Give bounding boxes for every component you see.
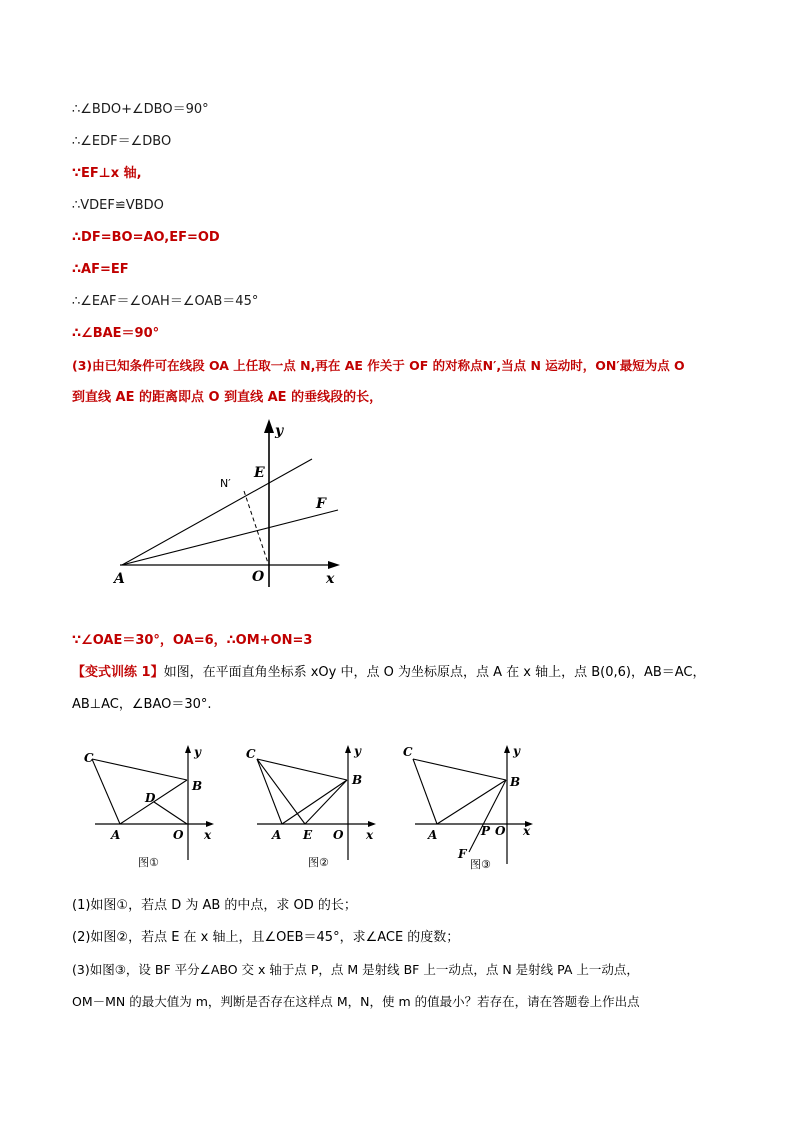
figure-1 — [80, 742, 230, 867]
fig3-label-A: A — [428, 828, 438, 842]
solution-line-11: ∵∠OAE＝30°，OA=6，∴OM+ON=3 — [72, 633, 313, 648]
fig3-label-x: x — [523, 824, 531, 838]
label-y: y — [275, 423, 284, 439]
question-3-continued: OM－MN 的最大值为 m，判断是否存在这样点 M，N，使 m 的值最小？若存在，请在答题卷上作出点 — [72, 994, 640, 1009]
fig2-label-B: B — [352, 773, 363, 787]
question-1: (1)如图①，若点 D 为 AB 的中点，求 OD 的长； — [72, 898, 357, 913]
problem-line-1 — [72, 664, 706, 682]
solution-line-2: ∴∠EDF＝∠DBO — [72, 134, 172, 149]
solution-line-4: ∴VDEF≌VBDO — [72, 198, 164, 213]
fig1-label-y: y — [194, 745, 201, 759]
question-3: (3)如图③，设 BF 平分∠ABO 交 x 轴于点 P，点 M 是射线 BF 上一动点，点 N 是射线 PA 上一动点， — [72, 962, 639, 977]
perpendicular-dashed — [244, 491, 268, 563]
question-2: (2)如图②，若点 E 在 x 轴上，且∠OEB＝45°，求∠ACE 的度数； — [72, 930, 460, 945]
fig2-label-y: y — [354, 744, 361, 758]
fig3-label-O: O — [495, 824, 506, 838]
fig2-label-C: C — [246, 747, 256, 761]
main-figure — [100, 415, 360, 590]
label-A: A — [114, 571, 125, 587]
solution-line-6: ∴AF=EF — [72, 262, 129, 277]
problem-text-1: 如图，在平面直角坐标系 xOy 中，点 O 为坐标原点，点 A 在 x 轴上，点 B(0,6)，AB＝AC， — [163, 665, 706, 680]
fig1-label-D: D — [145, 791, 156, 805]
fig1-label-A: A — [111, 828, 121, 842]
fig2-label-A: A — [272, 828, 282, 842]
figure-2 — [242, 742, 392, 867]
fig1-label-x: x — [204, 828, 212, 842]
fig3-label-F: F — [458, 847, 467, 861]
fig3-label-B: B — [510, 775, 521, 789]
fig3-caption: 图③ — [470, 858, 491, 871]
fig1-label-B: B — [192, 779, 203, 793]
ray-AE — [122, 459, 312, 565]
fig3-label-P: P — [481, 824, 491, 838]
solution-line-8: ∴∠BAE＝90° — [72, 326, 160, 341]
y-axis-arrow — [264, 419, 274, 433]
fig1-caption: 图① — [138, 856, 159, 869]
label-F: F — [316, 496, 326, 512]
fig2-label-E: E — [303, 828, 313, 842]
label-E: E — [254, 465, 265, 481]
figure-3 — [397, 742, 547, 872]
fig2-label-O: O — [333, 828, 344, 842]
x-axis-arrow — [328, 561, 340, 569]
label-O: O — [252, 569, 265, 585]
fig2-caption: 图② — [308, 856, 329, 869]
fig1-label-O: O — [173, 828, 184, 842]
label-x: x — [326, 571, 335, 587]
fig3-label-C: C — [403, 745, 413, 759]
ray-AF — [122, 510, 338, 565]
solution-line-5: ∴DF=BO=AO,EF=OD — [72, 230, 220, 245]
problem-tag: 【变式训练 1】 — [72, 665, 164, 680]
fig2-label-x: x — [366, 828, 374, 842]
solution-line-1: ∴∠BDO+∠DBO＝90° — [72, 102, 209, 117]
fig1-label-C: C — [84, 751, 94, 765]
fig3-label-y: y — [513, 744, 520, 758]
solution-line-3: ∵EF⊥x 轴, — [72, 166, 142, 181]
problem-line-2: AB⊥AC，∠BAO＝30°. — [72, 697, 212, 712]
solution-line-9: (3)由已知条件可在线段 OA 上任取一点 N,再在 AE 作关于 OF 的对称点N′,当点 N 运动时，ON′最短为点 O — [72, 358, 685, 373]
label-N-prime: N′ — [220, 477, 231, 490]
solution-line-7: ∴∠EAF＝∠OAH＝∠OAB＝45° — [72, 294, 259, 309]
solution-line-10: 到直线 AE 的距离即点 O 到直线 AE 的垂线段的长， — [72, 390, 383, 405]
